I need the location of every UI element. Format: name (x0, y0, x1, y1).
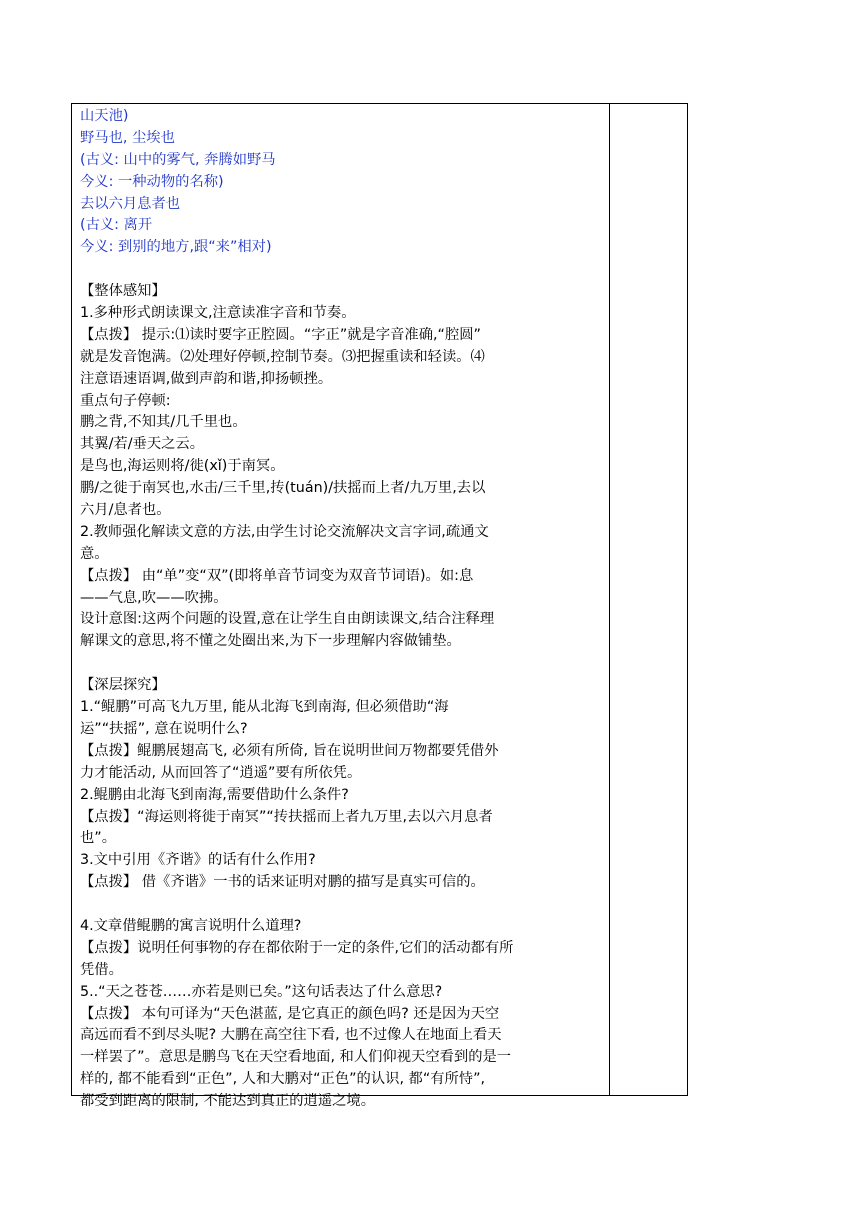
text-line: 一样罢了”。意思是鹏鸟飞在天空看地面, 和人们仰视天空看到的是一 (80, 1049, 512, 1066)
text-line: 鹏/之徙于南冥也,水击/三千里,抟(tuán)/扶摇而上者/九万里,去以 (80, 480, 486, 497)
text-line: 【点拨】鲲鹏展翅高飞, 必须有所倚, 旨在说明世间万物都要凭借外 (80, 742, 499, 759)
text-line: 【点拨】“海运则将徙于南冥”“抟扶摇而上者九万里,去以六月息者 (80, 808, 493, 825)
text-line: 【深层探究】 (80, 677, 166, 694)
blank-line (80, 653, 608, 675)
text-line: 山天池) (80, 108, 129, 124)
column-divider (609, 104, 610, 1095)
text-line: 运”“扶摇”, 意在说明什么? (80, 720, 248, 737)
text-line: 去以六月息者也 (80, 195, 181, 212)
text-line: 5..“天之苍苍……亦若是则已矣。”这句话表达了什么意思? (80, 983, 443, 1000)
text-line: 1.“鲲鹏”可高飞九万里, 能从北海飞到南海, 但必须借助“海 (80, 699, 449, 716)
text-line: 是鸟也,海运则将/徙(xǐ)于南冥。 (80, 458, 285, 475)
text-line: 就是发音饱满。⑵处理好停顿,控制节奏。⑶把握重读和轻读。⑷ (80, 348, 485, 365)
text-line: 【整体感知】 (80, 283, 166, 300)
text-line: 2.教师强化解读文意的方法,由学生讨论交流解决文言字词,疏通文 (80, 523, 489, 540)
text-line: 意。 (80, 545, 109, 562)
text-line: 【点拨】 本句可译为“天色湛蓝, 是它真正的颜色吗? 还是因为天空 (80, 1005, 500, 1022)
blank-line (80, 259, 608, 281)
text-line: 【点拨】 由“单”变“双”(即将单音节词变为双音节词语)。如:息 (80, 567, 474, 584)
text-line: 其翼/若/垂天之云。 (80, 436, 205, 453)
text-line: 高远而看不到尽头呢? 大鹏在高空往下看, 也不过像人在地面上看天 (80, 1027, 502, 1044)
text-line: 设计意图:这两个问题的设置,意在让学生自由朗读课文,结合注释理 (80, 611, 495, 628)
text-line: 3.文中引用《齐谐》的话有什么作用? (80, 852, 316, 869)
text-line: ——气息,吹——吹拂。 (80, 589, 228, 606)
text-line: 1.多种形式朗读课文,注意读准字音和节奏。 (80, 305, 356, 322)
text-line: (古义: 山中的雾气, 奔腾如野马 (80, 151, 276, 168)
text-line: (古义: 离开 (80, 217, 153, 234)
text-line: 注意语速语调,做到声韵和谐,抑扬顿挫。 (80, 370, 333, 387)
blank-line (80, 894, 608, 916)
text-line: 力才能活动, 从而回答了“逍遥”要有所依凭。 (80, 764, 362, 781)
text-line: 都受到距离的限制, 不能达到真正的逍遥之境。 (80, 1093, 376, 1110)
text-line: 样的, 都不能看到“正色”, 人和大鹏对“正色”的认识, 都“有所恃”, (80, 1071, 486, 1088)
lesson-content-cell (80, 106, 608, 1113)
text-line: 今义: 到别的地方,跟“来”相对) (80, 239, 272, 256)
text-line: 重点句子停顿: (80, 392, 171, 409)
text-line: 野马也, 尘埃也 (80, 129, 175, 146)
lesson-table (71, 103, 688, 1110)
text-line: 今义: 一种动物的名称) (80, 173, 224, 190)
text-line: 鹏之背,不知其/几千里也。 (80, 414, 247, 431)
text-line: 4.文章借鲲鹏的寓言说明什么道理? (80, 917, 302, 934)
text-line: 也”。 (80, 830, 117, 847)
text-line: 【点拨】说明任何事物的存在都依附于一定的条件,它们的活动都有所 (80, 939, 514, 956)
text-line: 2.鲲鹏由北海飞到南海,需要借助什么条件? (80, 786, 349, 803)
text-line: 【点拨】 借《齐谐》一书的话来证明对鹏的描写是真实可信的。 (80, 874, 485, 891)
text-line: 解课文的意思,将不懂之处圈出来,为下一步理解内容做铺垫。 (80, 633, 461, 650)
text-line: 【点拨】 提示:⑴读时要字正腔圆。“字正”就是字音准确,“腔圆” (80, 326, 481, 343)
text-line: 凭借。 (80, 961, 123, 978)
text-line: 六月/息者也。 (80, 502, 171, 519)
